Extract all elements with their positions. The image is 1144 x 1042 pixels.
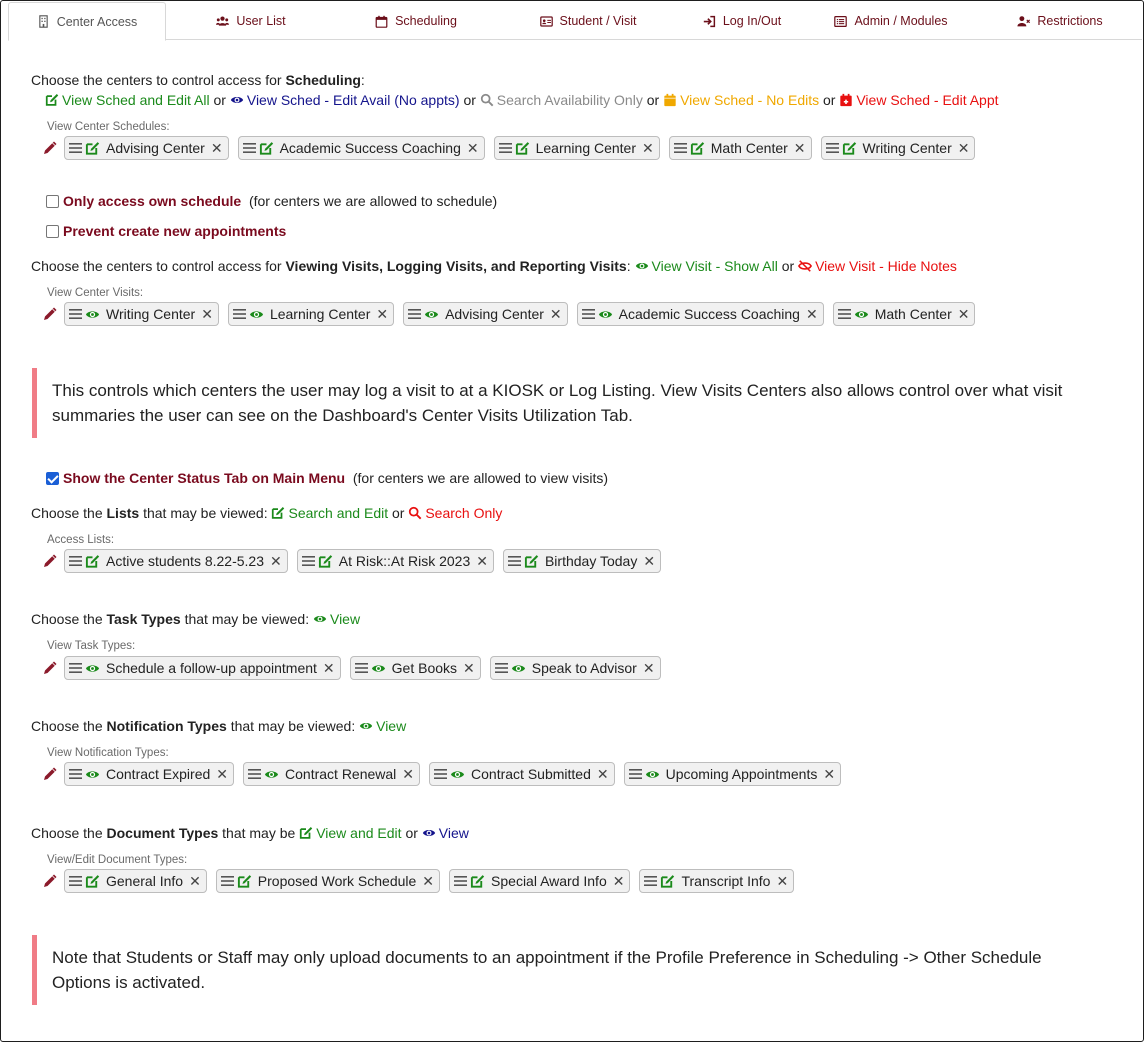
task-tag[interactable]: [490, 656, 661, 680]
tag-label: Academic Success Coaching: [618, 306, 800, 322]
tab-admin-modules[interactable]: [804, 2, 978, 40]
eye-icon: [85, 767, 100, 782]
status-tab-checkbox[interactable]: [46, 472, 59, 485]
center-tag[interactable]: [403, 302, 568, 326]
center-tag[interactable]: [228, 302, 394, 326]
heading-prefix: Choose the: [31, 718, 107, 734]
sublabel: View Center Schedules:: [47, 121, 170, 133]
list-tag[interactable]: [297, 549, 494, 573]
tab-user-list[interactable]: [166, 2, 336, 40]
tab-label: Scheduling: [395, 14, 457, 28]
remove-icon[interactable]: ✕: [422, 872, 435, 889]
drag-handle-icon[interactable]: [248, 768, 261, 780]
remove-icon[interactable]: ✕: [402, 765, 415, 782]
edit-icon: [515, 141, 530, 156]
remove-icon[interactable]: ✕: [549, 305, 562, 322]
remove-icon[interactable]: ✕: [612, 872, 625, 889]
drag-handle-icon[interactable]: [243, 142, 256, 154]
drag-handle-icon[interactable]: [408, 308, 421, 320]
search-icon: [408, 506, 422, 520]
or-text: or: [823, 92, 836, 108]
eye-icon: [645, 767, 660, 782]
tag-label: General Info: [106, 873, 184, 889]
heading-suffix: :: [360, 72, 365, 88]
edit-icon: [271, 506, 285, 520]
tab-log-in-out[interactable]: [680, 2, 804, 40]
document-tag[interactable]: [449, 869, 630, 893]
tab-label: Log In/Out: [722, 14, 782, 28]
list-alt-icon: [834, 15, 847, 28]
pencil-icon[interactable]: [42, 140, 58, 156]
heading-suffix: that may be viewed:: [139, 505, 268, 521]
heading-suffix: that may be viewed:: [180, 611, 310, 627]
edit-icon: [660, 874, 675, 889]
drag-handle-icon[interactable]: [355, 662, 368, 674]
remove-icon[interactable]: ✕: [270, 552, 282, 569]
drag-handle-icon[interactable]: [495, 662, 508, 674]
edit-icon: [318, 554, 333, 569]
notification-types-select[interactable]: [45, 762, 841, 786]
legend-show-all: [635, 258, 778, 274]
heading-bold: Scheduling: [285, 72, 361, 88]
visits-info-note: This controls which centers the user may log a visit to at a KIOSK or Log Listing. View Visits Centers also allows control over what visit summaries the user can see on the Dashboard's Center Visits Utilization Tab.: [32, 368, 1112, 438]
heading-bold: Lists: [106, 505, 140, 521]
status-tab-option: [46, 470, 608, 486]
sublabel: View Task Types:: [47, 640, 136, 652]
tab-bar: [8, 2, 1142, 40]
remove-icon[interactable]: ✕: [216, 765, 229, 782]
visit-centers-select[interactable]: [45, 302, 975, 326]
center-tag[interactable]: [821, 136, 976, 160]
legend-text: View Sched - Edit Appt: [856, 92, 999, 108]
tab-student-visit[interactable]: [496, 2, 680, 40]
or-text: or: [213, 92, 226, 108]
document-tag[interactable]: [64, 869, 207, 893]
legend-view: [422, 825, 469, 841]
scheduling-heading: [31, 72, 365, 88]
legend-view: [359, 718, 406, 734]
sublabel: Access Lists:: [47, 534, 115, 546]
eye-icon: [230, 93, 244, 107]
tab-scheduling[interactable]: [336, 2, 496, 40]
heading-prefix: Choose the: [31, 611, 107, 627]
id-card-icon: [540, 15, 553, 28]
search-icon: [480, 93, 494, 107]
heading-bold: Task Types: [106, 611, 181, 627]
eye-icon: [450, 767, 465, 782]
checkbox-note: (for centers we are allowed to view visits): [352, 470, 609, 486]
documents-heading: [31, 825, 469, 841]
pencil-icon[interactable]: [42, 660, 58, 676]
tab-label: Center Access: [56, 14, 138, 29]
tab-label: Restrictions: [1037, 14, 1103, 28]
remove-icon[interactable]: ✕: [476, 552, 488, 569]
legend-text: View and Edit: [316, 825, 402, 841]
task-tag[interactable]: [64, 656, 341, 680]
drag-handle-icon[interactable]: [69, 142, 82, 154]
remove-icon[interactable]: ✕: [376, 305, 389, 322]
document-tag[interactable]: [216, 869, 440, 893]
drag-handle-icon[interactable]: [221, 875, 234, 887]
legend-text: View Sched and Edit All: [62, 92, 210, 108]
eye-icon: [359, 719, 373, 733]
or-text: or: [781, 258, 795, 274]
legend-text: View Visit - Hide Notes: [815, 258, 957, 274]
heading-prefix: Choose the: [31, 505, 107, 521]
remove-icon[interactable]: ✕: [957, 139, 970, 156]
drag-handle-icon[interactable]: [499, 142, 512, 154]
pencil-icon[interactable]: [42, 306, 58, 322]
checkbox-label: Only access own schedule: [63, 193, 242, 209]
tab-label: Admin / Modules: [854, 14, 948, 28]
tag-label: Speak to Advisor: [531, 660, 637, 676]
legend-search-only: [480, 92, 643, 108]
tag-label: At Risk::At Risk 2023: [338, 553, 471, 569]
remove-icon[interactable]: ✕: [643, 552, 656, 569]
remove-icon[interactable]: ✕: [776, 872, 789, 889]
legend-text: Search Only: [425, 505, 503, 521]
center-tag[interactable]: [494, 136, 660, 160]
legend-text: View: [329, 611, 361, 627]
remove-icon[interactable]: ✕: [642, 139, 654, 156]
or-text: or: [646, 92, 660, 108]
tag-label: Active students 8.22-5.23: [106, 553, 264, 569]
center-tag[interactable]: [833, 302, 976, 326]
heading-suffix: :: [626, 258, 631, 274]
remove-icon[interactable]: ✕: [596, 765, 609, 782]
tag-label: Math Center: [710, 140, 788, 156]
lists-select[interactable]: [45, 549, 661, 573]
edit-icon: [299, 826, 313, 840]
legend-search-edit: [271, 505, 388, 521]
legend-view-edit: [299, 825, 401, 841]
legend-text: View Visit - Show All: [651, 258, 778, 274]
edit-icon: [85, 554, 100, 569]
heading-bold: Document Types: [106, 825, 219, 841]
center-tag[interactable]: [577, 302, 824, 326]
drag-handle-icon[interactable]: [582, 308, 595, 320]
remove-icon[interactable]: ✕: [463, 659, 475, 676]
edit-icon: [259, 141, 274, 156]
document-types-select[interactable]: [45, 869, 794, 893]
prevent-appointments-checkbox[interactable]: [46, 225, 59, 238]
notifications-heading: [31, 718, 406, 734]
eye-icon: [264, 767, 279, 782]
edit-icon: [470, 874, 485, 889]
heading-prefix: Choose the: [31, 825, 107, 841]
notification-tag[interactable]: [243, 762, 420, 786]
pencil-icon[interactable]: [42, 766, 58, 782]
drag-handle-icon[interactable]: [69, 768, 82, 780]
remove-icon[interactable]: ✕: [201, 305, 213, 322]
users-icon: [216, 15, 229, 28]
pencil-icon[interactable]: [42, 553, 58, 569]
tag-label: Learning Center: [269, 306, 371, 322]
heading-bold: Notification Types: [106, 718, 227, 734]
center-tag[interactable]: [64, 302, 219, 326]
notification-tag[interactable]: [429, 762, 615, 786]
tab-restrictions[interactable]: [978, 2, 1142, 40]
tag-label: Transcript Info: [681, 873, 771, 889]
heading-bold: Viewing Visits, Logging Visits, and Reporting Visits: [285, 258, 627, 274]
tag-label: Learning Center: [535, 140, 637, 156]
or-text: or: [392, 505, 405, 521]
tag-label: Schedule a follow-up appointment: [106, 660, 317, 676]
tab-label: Student / Visit: [559, 14, 637, 28]
tag-label: Upcoming Appointments: [665, 766, 818, 782]
tag-label: Birthday Today: [544, 553, 638, 569]
tag-label: Contract Expired: [106, 766, 211, 782]
remove-icon[interactable]: ✕: [322, 659, 335, 676]
list-tag[interactable]: [64, 549, 288, 573]
drag-handle-icon[interactable]: [838, 308, 851, 320]
sublabel: View Center Visits:: [47, 287, 144, 299]
lists-heading: [31, 505, 502, 521]
drag-handle-icon[interactable]: [674, 142, 687, 154]
drag-handle-icon[interactable]: [434, 768, 447, 780]
checkbox-label: Prevent create new appointments: [63, 223, 287, 239]
checkbox-note: (for centers we are allowed to schedule): [248, 193, 498, 209]
remove-icon[interactable]: ✕: [189, 872, 201, 889]
eye-icon: [854, 307, 869, 322]
drag-handle-icon[interactable]: [644, 875, 657, 887]
drag-handle-icon[interactable]: [69, 555, 82, 567]
tab-center-access[interactable]: [8, 2, 166, 41]
legend-text: Search and Edit: [288, 505, 389, 521]
center-tag[interactable]: [64, 136, 229, 160]
documents-info-note: Note that Students or Staff may only upload documents to an appointment if the Profile Preference in Scheduling -> Other Schedule Options is activated.: [32, 935, 1092, 1005]
drag-handle-icon[interactable]: [454, 875, 467, 887]
tag-label: Special Award Info: [491, 873, 607, 889]
remove-icon[interactable]: ✕: [210, 139, 223, 156]
drag-handle-icon[interactable]: [629, 768, 642, 780]
center-tag[interactable]: [238, 136, 485, 160]
sublabel: View Notification Types:: [47, 747, 169, 759]
tab-label: User List: [236, 14, 286, 28]
or-text: or: [463, 92, 476, 108]
eye-icon: [85, 661, 100, 676]
drag-handle-icon[interactable]: [508, 555, 521, 567]
legend-hide-notes: [798, 258, 957, 274]
task-tag[interactable]: [350, 656, 481, 680]
heading-suffix: that may be: [218, 825, 296, 841]
eye-icon: [598, 307, 613, 322]
document-tag[interactable]: [639, 869, 794, 893]
own-schedule-checkbox[interactable]: [46, 195, 59, 208]
visits-heading: [31, 258, 957, 274]
drag-handle-icon[interactable]: [302, 555, 315, 567]
eye-icon: [313, 612, 327, 626]
legend-text: View: [376, 718, 407, 734]
legend-text: View Sched - Edit Avail (No appts): [246, 92, 460, 108]
notification-tag[interactable]: [64, 762, 234, 786]
tag-label: Academic Success Coaching: [279, 140, 461, 156]
tag-label: Contract Renewal: [285, 766, 397, 782]
legend-edit-appt: [839, 92, 998, 108]
eye-icon: [85, 307, 100, 322]
calendar-icon: [375, 15, 388, 28]
legend-view-edit-all: [45, 92, 210, 108]
legend-text: View: [438, 825, 469, 841]
legend-view: [313, 611, 360, 627]
eye-icon: [511, 661, 526, 676]
remove-icon[interactable]: ✕: [823, 765, 836, 782]
edit-icon: [237, 874, 252, 889]
center-tag[interactable]: [669, 136, 812, 160]
edit-icon: [45, 93, 59, 107]
own-schedule-option: [46, 193, 497, 209]
heading-prefix: Choose the centers to control access for: [31, 72, 286, 88]
eye-icon: [422, 826, 436, 840]
remove-icon[interactable]: ✕: [466, 139, 479, 156]
tag-label: Writing Center: [106, 306, 196, 322]
eye-icon: [371, 661, 386, 676]
eye-slash-icon: [798, 259, 812, 273]
task-types-select[interactable]: [45, 656, 661, 680]
edit-icon: [842, 141, 857, 156]
sign-in-icon: [703, 15, 716, 28]
calendar-icon: [663, 93, 677, 107]
eye-icon: [424, 307, 439, 322]
building-icon: [37, 15, 50, 28]
tag-label: Get Books: [391, 660, 458, 676]
edit-icon: [85, 874, 100, 889]
drag-handle-icon[interactable]: [69, 308, 82, 320]
tag-label: Contract Submitted: [471, 766, 591, 782]
drag-handle-icon[interactable]: [826, 142, 839, 154]
drag-handle-icon[interactable]: [69, 662, 82, 674]
legend-text: Search Availability Only: [496, 92, 643, 108]
remove-icon[interactable]: ✕: [793, 139, 806, 156]
legend-search-only: [408, 505, 502, 521]
tag-label: Math Center: [874, 306, 952, 322]
tag-label: Proposed Work Schedule: [257, 873, 417, 889]
legend-text: View Sched - No Edits: [680, 92, 820, 108]
legend-edit-avail: [230, 92, 460, 108]
sublabel: View/Edit Document Types:: [47, 854, 188, 866]
remove-icon[interactable]: ✕: [642, 659, 655, 676]
heading-prefix: Choose the centers to control access for: [31, 258, 286, 274]
edit-icon: [690, 141, 705, 156]
edit-icon: [524, 554, 539, 569]
heading-suffix: that may be viewed:: [226, 718, 356, 734]
tasks-heading: [31, 611, 360, 627]
edit-icon: [85, 141, 100, 156]
tag-label: Writing Center: [862, 140, 952, 156]
list-tag[interactable]: [503, 549, 661, 573]
calendar-plus-icon: [839, 93, 853, 107]
tag-label: Advising Center: [445, 306, 544, 322]
scheduling-legend: [45, 92, 999, 108]
legend-no-edits: [663, 92, 819, 108]
or-text: or: [405, 825, 418, 841]
tag-label: Advising Center: [106, 140, 205, 156]
remove-icon[interactable]: ✕: [805, 305, 818, 322]
drag-handle-icon[interactable]: [233, 308, 246, 320]
notification-tag[interactable]: [624, 762, 842, 786]
prevent-appointments-option: [46, 223, 286, 239]
eye-icon: [635, 259, 649, 273]
drag-handle-icon[interactable]: [69, 875, 82, 887]
eye-icon: [249, 307, 264, 322]
user-x-icon: [1017, 15, 1030, 28]
schedule-centers-select[interactable]: [45, 136, 975, 160]
checkbox-label: Show the Center Status Tab on Main Menu: [63, 470, 346, 486]
pencil-icon[interactable]: [42, 873, 58, 889]
remove-icon[interactable]: ✕: [957, 305, 970, 322]
